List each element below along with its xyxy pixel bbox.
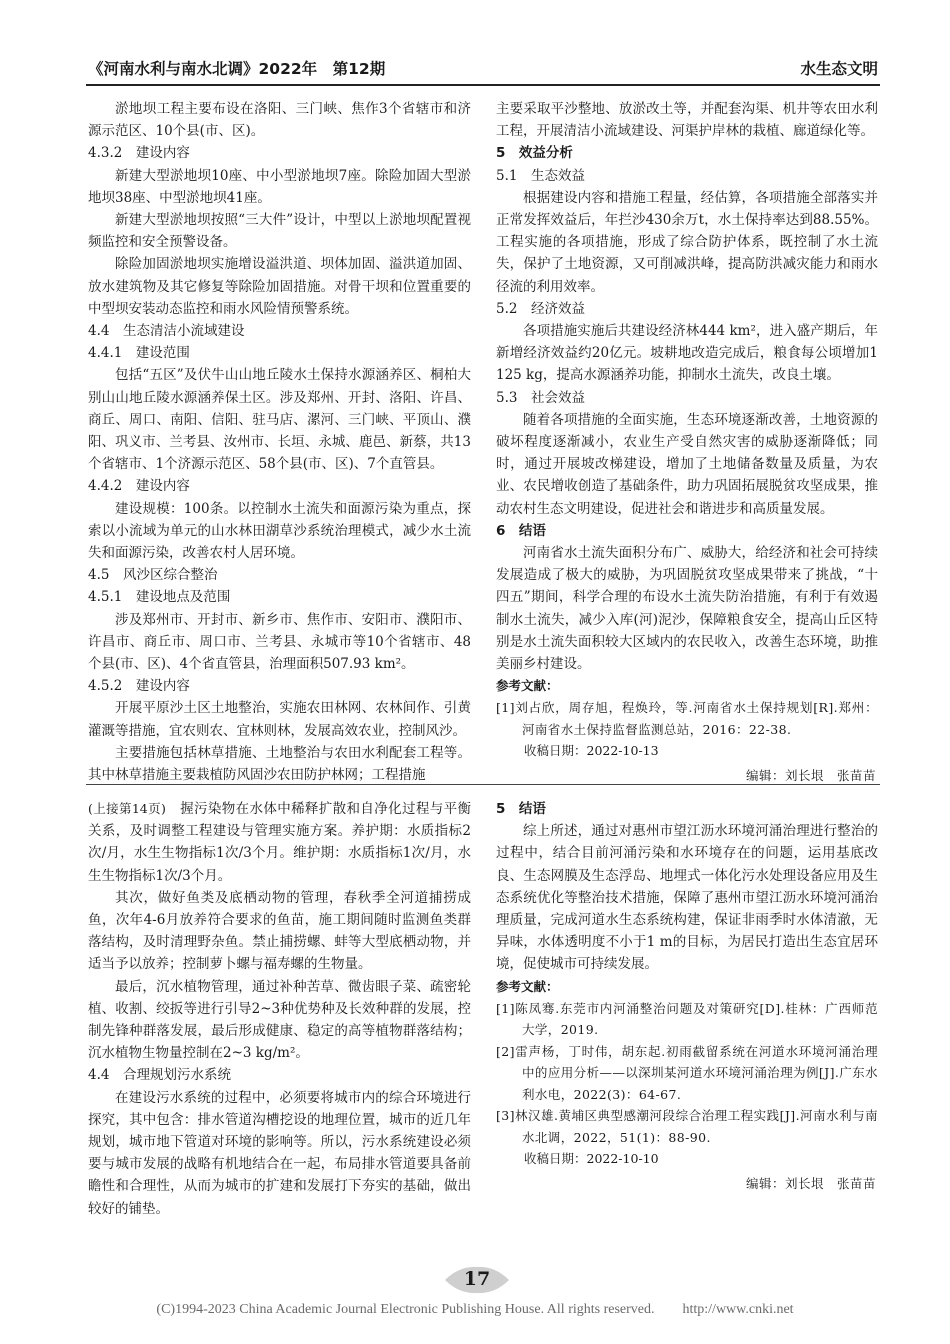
body-paragraph: 河南省水土流失面积分布广、威胁大，给经济和社会可持续发展造成了极大的威胁，为巩固脱贫攻坚成果带来了挑战，“十四五”期间，科学合理的布设水土流失防治措施，有利于有效遏制水土流失，减少入库(河)泥沙，保障粮食安全，提高山丘区特别是水土流失面积较大区域内的农民收入，改善生态环境，助推美丽乡村建设。 [496, 545, 878, 673]
reference-entry: [2]雷声杨，丁时伟，胡东起.初雨截留系统在河道水环境河涌治理中的应用分析——以深圳某河道水环境河涌治理为例[J].广东水利水电，2022(3)：64-67. [496, 1043, 878, 1102]
section-heading: 6 结语 [496, 522, 546, 539]
paragraph-text: 握污染物在水体中稀释扩散和自净化过程与平衡关系，及时调整工程建设与管理实施方案。养护期：水质指标2次/月，水生生物指标1次/3个月。维护期：水质指标1次/月，水生生物指标1次/3个月。 [88, 801, 471, 884]
section-heading: 5 结语 [496, 801, 546, 817]
received-date: 收稿日期：2022-10-10 [524, 1151, 659, 1167]
body-paragraph: 建设规模：100条。以控制水土流失和面源污染为重点，探索以小流域为单元的山水林田湖草沙系统治理模式，减少水土流失和面源污染，改善农村人居环境。 [88, 500, 471, 562]
subsection-heading: 4.5.1 建设地点及范围 [88, 589, 231, 606]
reference-entry: [1]刘占欣，周存旭，程焕玲，等.河南省水土保持规划[R].郑州：河南省水土保持监督监测总站，2016：22-38. [496, 700, 878, 737]
body-paragraph: 在建设污水系统的过程中，必须要将城市内的综合环境进行探究，其中包含：排水管道沟槽挖设的地理位置，城市的近几年规划，城市地下管道对环境的影响等。所以，污水系统建设必须要与城市发展的战略有机地结合在一起，布局排水管道要具备前瞻性和合理性，从而为城市的扩建和发展打下夯实的基础，做出较好的铺垫。 [88, 1089, 471, 1217]
body-paragraph: 涉及郑州市、开封市、新乡市、焦作市、安阳市、濮阳市、许昌市、商丘市、周口市、兰考县、永城市等10个省辖市、48个县(市、区)、4个省直管县，治理面积507.93 km²。 [88, 611, 471, 673]
body-paragraph: 最后，沉水植物管理，通过补种苦草、微齿眼子菜、疏密轮植、收割、绞扳等进行引导2~3种优势种及长效种群的发展，控制先锋种群落发展，最后形成健康、稳定的高等植物群落结构；沉水植物生物量控制在2~3 kg/m²。 [88, 978, 471, 1062]
subsection-heading: 5.3 社会效益 [496, 389, 585, 406]
page-number: 17 [463, 1268, 491, 1290]
body-paragraph: 开展平原沙土区土地整治，实施农田林网、农林间作、引黄灌溉等措施，宜农则农、宜林则林，发展高效农业，控制风沙。 [88, 700, 471, 739]
continued-paragraph: 淤地坝工程主要布设在洛阳、三门峡、焦作3个省辖市和济源示范区、10个县(市、区)。 [88, 101, 471, 140]
received-date: 收稿日期：2022-10-13 [524, 743, 659, 759]
body-paragraph: 除险加固淤地坝实施增设溢洪道、坝体加固、溢洪道加固、放水建筑物及其它修复等除险加固措施。对骨干坝和位置重要的中型坝安装动态监控和雨水风险情预警系统。 [88, 256, 471, 317]
continued-paragraph [88, 798, 471, 887]
body-paragraph: 综上所述，通过对惠州市望江沥水环境河涌治理进行整治的过程中，结合目前河涌污染和水环境存在的问题，运用基底改良、生态网膜及生态浮岛、地埋式一体化污水处理设备应用及生态系统优化等整治技术措施，保障了惠州市望江沥水环境河涌治理质量，完成河道水生态系统构建，保证非雨季时水体清澈，无异味，水体透明度不小于1 m的目标，为居民打造出生态宜居环境，促使城市可持续发展。 [496, 823, 878, 973]
subsection-heading: 4.4.2 建设内容 [88, 478, 190, 495]
body-paragraph: 各项措施实施后共建设经济林444 km²，进入盛产期后，年新增经济效益约20亿元。坡耕地改造完成后，粮食每公顷增加1 125 kg，提高水源涵养功能，抑制水土流失，改良土壤。 [496, 323, 878, 384]
subsection-heading: 4.5.2 建设内容 [88, 678, 190, 695]
subsection-heading: 4.5 风沙区综合整治 [88, 567, 218, 584]
references-heading: 参考文献： [496, 678, 559, 694]
header-rule [86, 84, 880, 86]
subsection-heading: 4.4.1 建设范围 [88, 345, 190, 362]
article-1-column-left [88, 98, 471, 786]
copyright-footer: (C)1994-2023 China Academic Journal Electronic Publishing House. All rights reserved. http://www.cnki.net [156, 1302, 794, 1317]
continued-from-note: (上接第14页) [88, 801, 166, 816]
reference-entry: [1]陈凤骞.东莞市内河涌整治问题及对策研究[D].桂林：广西师范大学，2019. [496, 1000, 878, 1038]
body-paragraph: 随着各项措施的全面实施，生态环境逐渐改善，土地资源的破坏程度逐渐减小，农业生产受自然灾害的威胁逐渐降低；同时，通过开展坡改梯建设，增加了土地储备数量及质量，为农业、农民增收创造了基础条件，助力巩固拓展脱贫攻坚成果，推动农村生态文明建设，促进社会和谐进步和高质量发展。 [496, 411, 878, 517]
article-divider [86, 784, 880, 785]
reference-entry: [3]林汉雄.黄埔区典型感潮河段综合治理工程实践[J].河南水利与南水北调，2022，51(1)：88-90. [496, 1108, 878, 1145]
subsection-heading: 4.4 生态清洁小流域建设 [88, 323, 245, 340]
editor-credit: 编辑：刘长垠 张苗苗 [745, 767, 876, 783]
section-heading: 5 效益分析 [496, 145, 573, 162]
running-header [88, 57, 878, 81]
article-2-column-left [88, 798, 471, 1220]
references-heading: 参考文献： [496, 978, 559, 994]
section-name: 水生态文明 [800, 60, 878, 78]
body-paragraph: 主要措施包括林草措施、土地整治与农田水利配套工程等。其中林草措施主要栽植防风固沙农田防护林网；工程措施 [88, 744, 471, 784]
subsection-heading: 4.4 合理规划污水系统 [88, 1067, 231, 1084]
article-1-column-right [496, 98, 878, 787]
body-paragraph: 新建大型淤地坝按照“三大件”设计，中型以上淤地坝配置视频监控和安全预警设备。 [88, 212, 471, 251]
body-paragraph: 新建大型淤地坝10座、中小型淤地坝7座。除险加固大型淤地坝38座、中型淤地坝41座。 [88, 167, 471, 206]
body-paragraph: 包括“五区”及伏牛山山地丘陵水土保持水源涵养区、桐柏大别山山地丘陵水源涵养保土区。涉及郑州、开封、洛阳、许昌、商丘、周口、南阳、信阳、驻马店、漯河、三门峡、平顶山、濮阳、巩义市、兰考县、汝州市、长垣、永城、鹿邑、新蔡，共13个省辖市、1个济源示范区、58个县(市、区)、7个直管县。 [88, 367, 471, 473]
subsection-heading: 5.2 经济效益 [496, 300, 585, 317]
body-paragraph: 其次，做好鱼类及底栖动物的管理，春秋季全河道捕捞成鱼，次年4-6月放养符合要求的鱼苗，施工期间随时监测鱼类群落结构，及时清理野杂鱼。禁止捕捞螺、蚌等大型底栖动物，并适当予以放养；控制萝卜螺与福寿螺的生物量。 [88, 889, 471, 973]
journal-issue-title: 《河南水利与南水北调》2022年 第12期 [88, 60, 386, 78]
article-2-column-right [496, 798, 878, 1195]
page-number-badge [445, 1266, 509, 1294]
body-paragraph: 根据建设内容和措施工程量，经估算，各项措施全部落实并正常发挥效益后，年拦沙430余万t，水土保持率达到88.55%。工程实施的各项措施，形成了综合防护体系，既控制了水土流失，保护了土地资源，又可削减洪峰，提高防洪减灾能力和雨水径流的利用效率。 [496, 189, 878, 295]
continued-paragraph: 主要采取平沙整地、放淤改土等，并配套沟渠、机井等农田水利工程，开展清洁小流域建设、河渠护岸林的栽植、廊道绿化等。 [496, 101, 878, 140]
subsection-heading: 4.3.2 建设内容 [88, 145, 190, 162]
subsection-heading: 5.1 生态效益 [496, 167, 585, 184]
editor-credit: 编辑：刘长垠 张苗苗 [745, 1175, 876, 1191]
